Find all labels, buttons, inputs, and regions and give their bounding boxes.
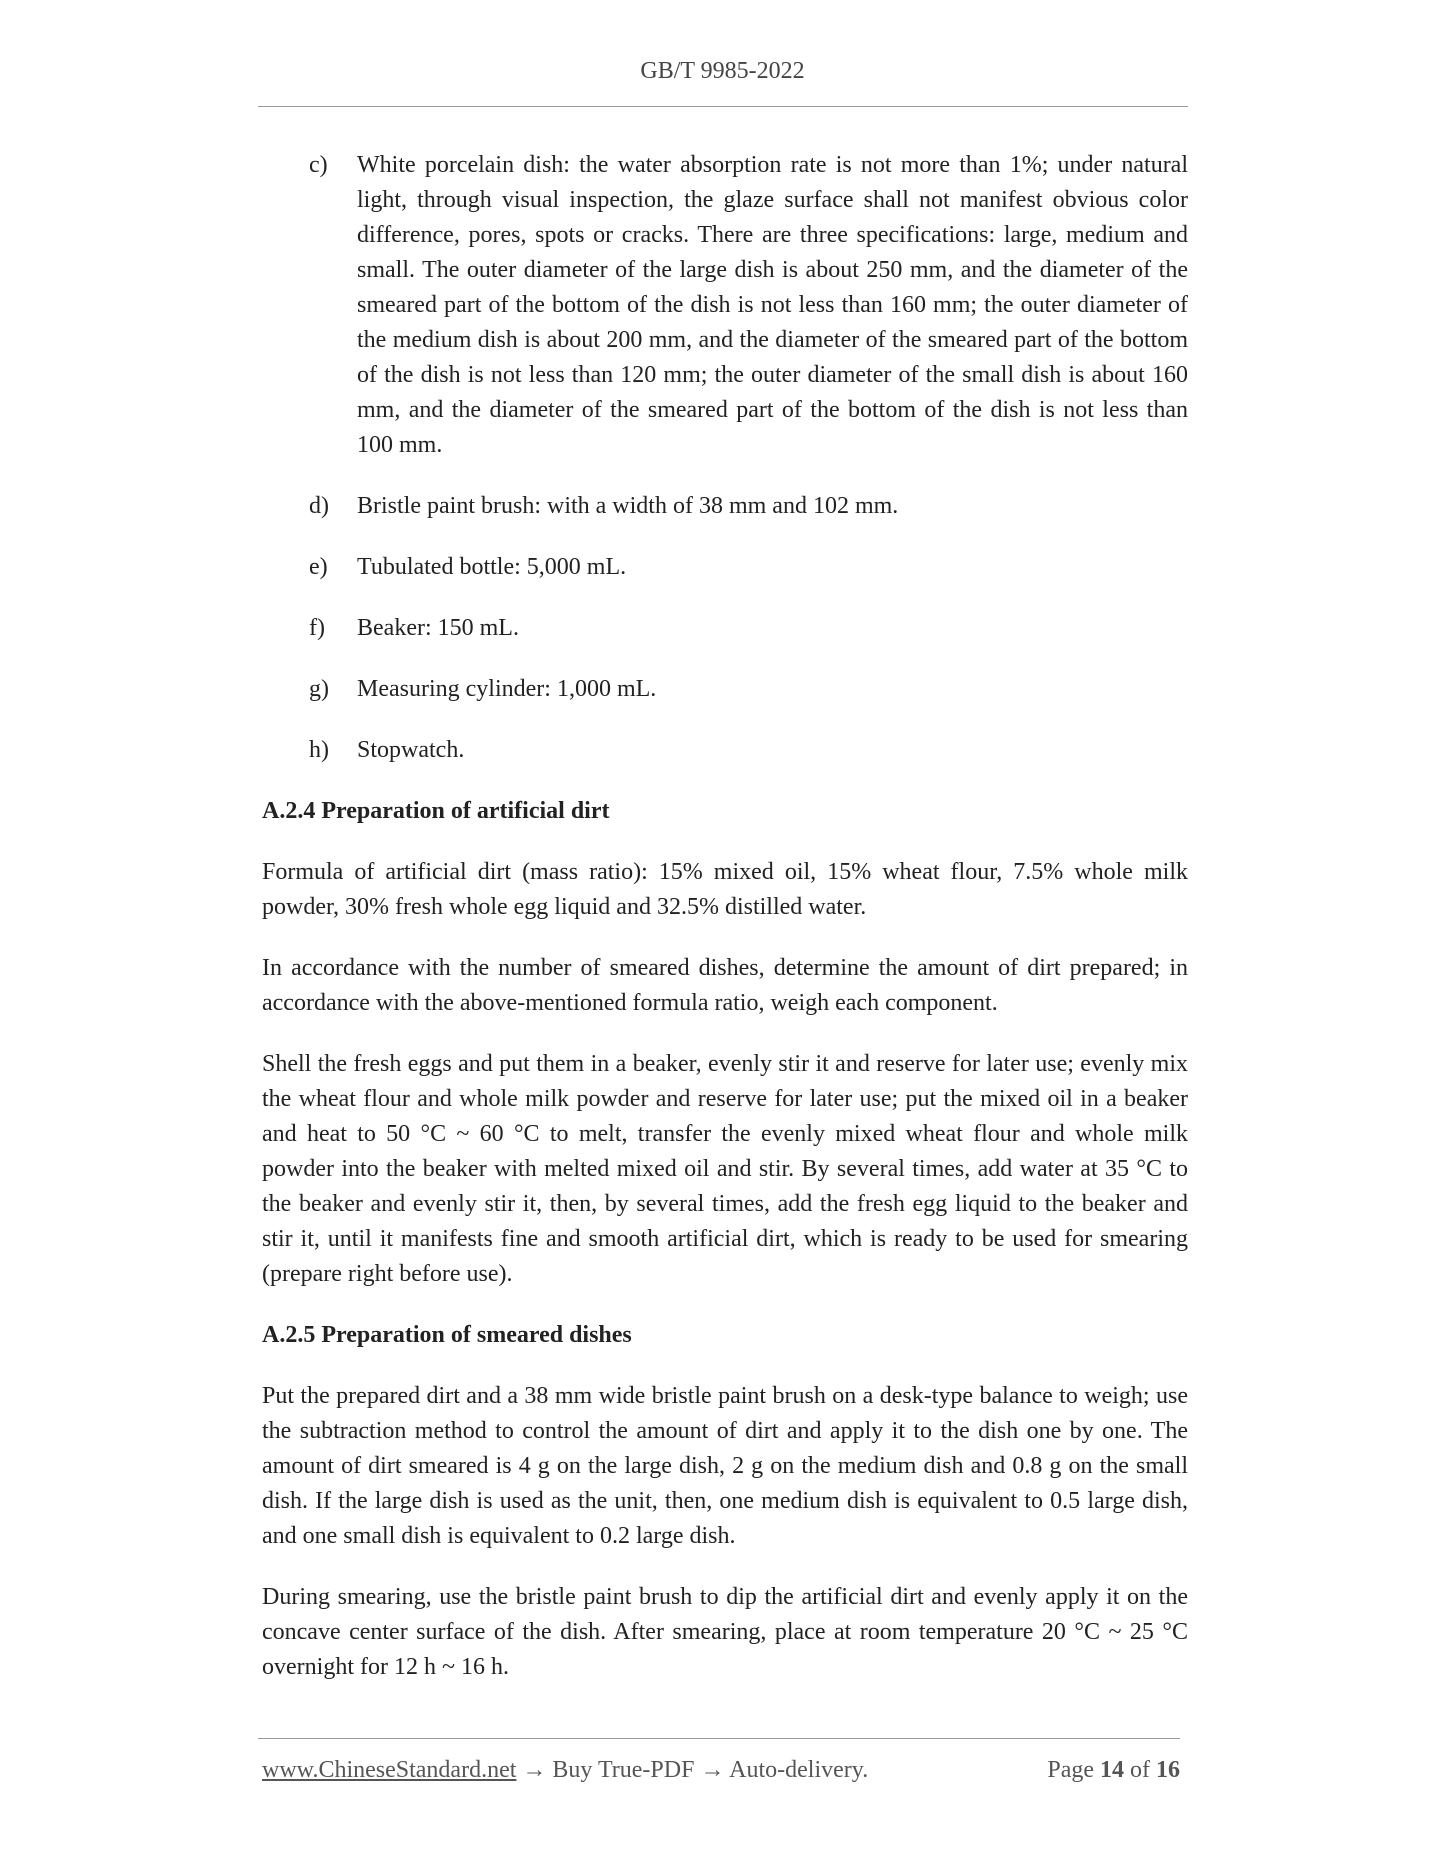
paragraph: In accordance with the number of smeared dishes, determine the amount of dirt prepared; in accordance with the above-mentioned formula ratio, weigh each component. bbox=[262, 955, 1188, 1016]
paragraph: Put the prepared dirt and a 38 mm wide bristle paint brush on a desk-type balance to weigh; use the subtraction method to control the amount of dirt and apply it to the dish one by one. The amount of dirt smeared is 4 g on the large dish, 2 g on the medium dish and 0.8 g on the small dish. If the large dish is used as the unit, then, one medium dish is equivalent to 0.5 large dish, and one small dish is equivalent to 0.2 large dish. bbox=[262, 1383, 1188, 1549]
page-indicator bbox=[1047, 1757, 1180, 1784]
footer-promo bbox=[262, 1757, 868, 1784]
list-marker: d) bbox=[309, 493, 329, 519]
list-item-text: Tubulated bottle: 5,000 mL. bbox=[357, 554, 627, 580]
list-item-text: Beaker: 150 mL. bbox=[357, 615, 519, 641]
header-divider bbox=[258, 106, 1188, 107]
list-marker: e) bbox=[309, 554, 328, 580]
document-body bbox=[262, 148, 1188, 1711]
paragraph: Formula of artificial dirt (mass ratio): 15% mixed oil, 15% wheat flour, 7.5% whole milk powder, 30% fresh whole egg liquid and 32.5% distilled water. bbox=[262, 859, 1188, 920]
auto-delivery-text: Auto-delivery. bbox=[729, 1757, 869, 1783]
list-item-text: Measuring cylinder: 1,000 mL. bbox=[357, 676, 657, 702]
of-label: of bbox=[1130, 1757, 1150, 1783]
section-heading-a24: A.2.4 Preparation of artificial dirt bbox=[262, 798, 610, 824]
list-item-c bbox=[262, 148, 1188, 463]
section-heading-a25: A.2.5 Preparation of smeared dishes bbox=[262, 1322, 632, 1348]
buy-true-pdf-text: Buy True-PDF bbox=[552, 1757, 695, 1783]
list-marker: f) bbox=[309, 615, 325, 641]
list-item-g bbox=[262, 672, 1188, 707]
list-item-text: Stopwatch. bbox=[357, 737, 465, 763]
list-marker: h) bbox=[309, 737, 329, 763]
page-label: Page bbox=[1047, 1757, 1094, 1783]
footer-divider bbox=[258, 1738, 1180, 1739]
website-link[interactable]: www.ChineseStandard.net bbox=[262, 1757, 517, 1783]
list-item-text: Bristle paint brush: with a width of 38 mm and 102 mm. bbox=[357, 493, 899, 519]
page-number: 14 bbox=[1100, 1757, 1124, 1783]
arrow-right-icon: → bbox=[522, 1757, 547, 1783]
list-item-e bbox=[262, 550, 1188, 585]
list-marker: g) bbox=[309, 676, 329, 702]
list-item-f bbox=[262, 611, 1188, 646]
list-marker: c) bbox=[309, 152, 328, 178]
paragraph: Shell the fresh eggs and put them in a beaker, evenly stir it and reserve for later use; evenly mix the wheat flour and whole milk powder and reserve for later use; put the mixed oil in a beaker and heat to 50 °C ~ 60 °C to melt, transfer the evenly mixed wheat flour and whole milk powder into the beaker with melted mixed oil and stir. By several times, add water at 35 °C to the beaker and evenly stir it, then, by several times, add the fresh egg liquid to the beaker and stir it, until it manifests fine and smooth artificial dirt, which is ready to be used for smearing (prepare right before use). bbox=[262, 1051, 1188, 1287]
list-item-h bbox=[262, 733, 1188, 768]
page-total: 16 bbox=[1156, 1757, 1180, 1783]
arrow-right-icon: → bbox=[700, 1757, 725, 1783]
document-header: GB/T 9985-2022 bbox=[640, 58, 805, 84]
list-item-d bbox=[262, 489, 1188, 524]
list-item-text: White porcelain dish: the water absorption rate is not more than 1%; under natural light, through visual inspection, the glaze surface shall not manifest obvious color difference, pores, spots or cracks. There are three specifications: large, medium and small. The outer diameter of the large dish is about 250 mm, and the diameter of the smeared part of the bottom of the dish is not less than 160 mm; the outer diameter of the medium dish is about 200 mm, and the diameter of the smeared part of the bottom of the dish is not less than 120 mm; the outer diameter of the small dish is about 160 mm, and the diameter of the smeared part of the bottom of the dish is not less than 100 mm. bbox=[357, 152, 1188, 458]
paragraph: During smearing, use the bristle paint brush to dip the artificial dirt and evenly apply it on the concave center surface of the dish. After smearing, place at room temperature 20 °C ~ 25 °C overnight for 12 h ~ 16 h. bbox=[262, 1584, 1188, 1680]
